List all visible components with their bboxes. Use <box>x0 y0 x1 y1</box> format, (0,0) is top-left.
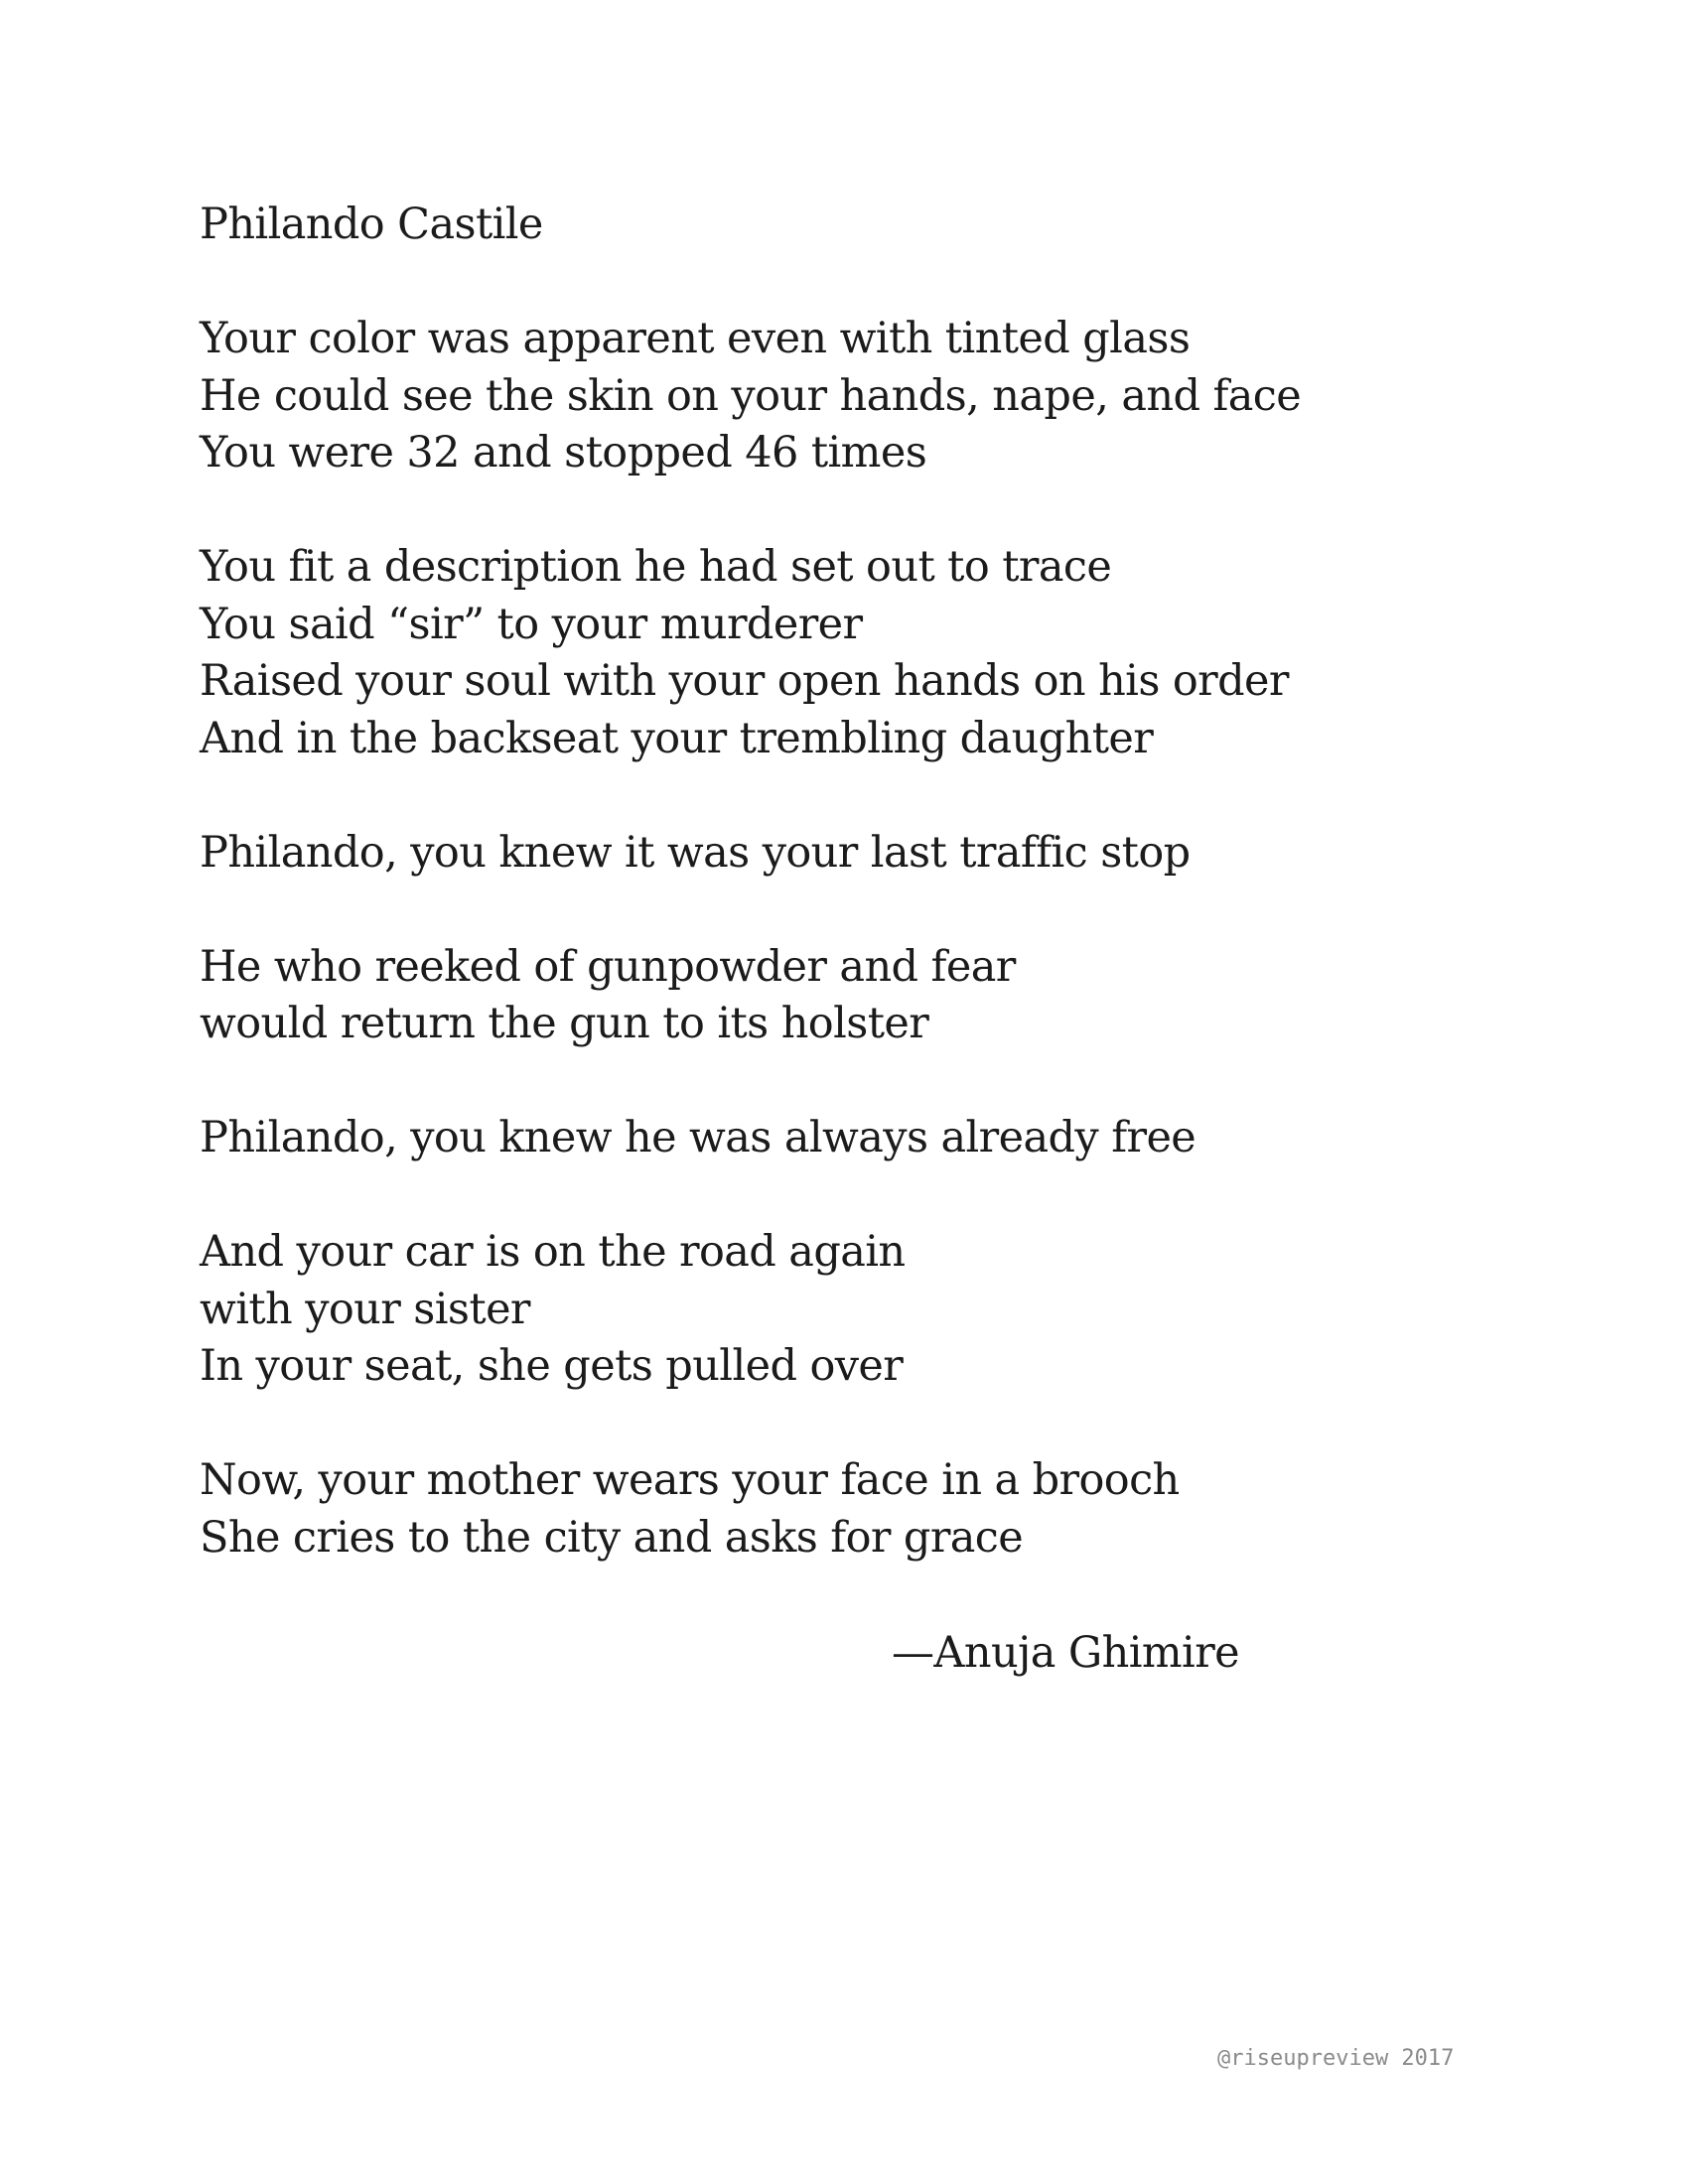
poem-line: Raised your soul with your open hands on his order <box>200 656 1289 706</box>
poem-line: He could see the skin on your hands, nape, and face <box>200 370 1302 421</box>
stanza <box>200 311 1550 482</box>
stanza <box>200 1110 1550 1167</box>
poem-line: You said “sir” to your murderer <box>200 599 863 649</box>
stanza <box>200 1452 1550 1567</box>
poem-title: Philando Castile <box>200 200 543 249</box>
poem-line: And in the backseat your trembling daughter <box>200 713 1154 763</box>
poem-line: would return the gun to its holster <box>200 999 929 1048</box>
poem-line: Philando, you knew it was your last traffic stop <box>200 827 1191 878</box>
poem-line: In your seat, she gets pulled over <box>200 1341 904 1391</box>
poem-line: He who reeked of gunpowder and fear <box>200 941 1016 992</box>
poem-line: with your sister <box>200 1284 530 1334</box>
poem-line: And your car is on the road again <box>200 1227 906 1277</box>
poem-line: Your color was apparent even with tinted glass <box>200 314 1191 363</box>
poem-line: Now, your mother wears your face in a brooch <box>200 1455 1180 1505</box>
stanza <box>200 825 1550 883</box>
poem-body <box>200 197 1550 1567</box>
footer-credit: @riseupreview 2017 <box>1217 2046 1455 2071</box>
stanza <box>200 539 1550 767</box>
stanza <box>200 939 1550 1053</box>
stanza <box>200 1224 1550 1396</box>
poem-line: She cries to the city and asks for grace <box>200 1512 1024 1563</box>
poem-line: You were 32 and stopped 46 times <box>200 428 927 478</box>
poem-line: You fit a description he had set out to trace <box>200 542 1112 592</box>
poem-author: —Anuja Ghimire <box>892 1628 1240 1678</box>
poem-line: Philando, you knew he was always already free <box>200 1113 1196 1162</box>
